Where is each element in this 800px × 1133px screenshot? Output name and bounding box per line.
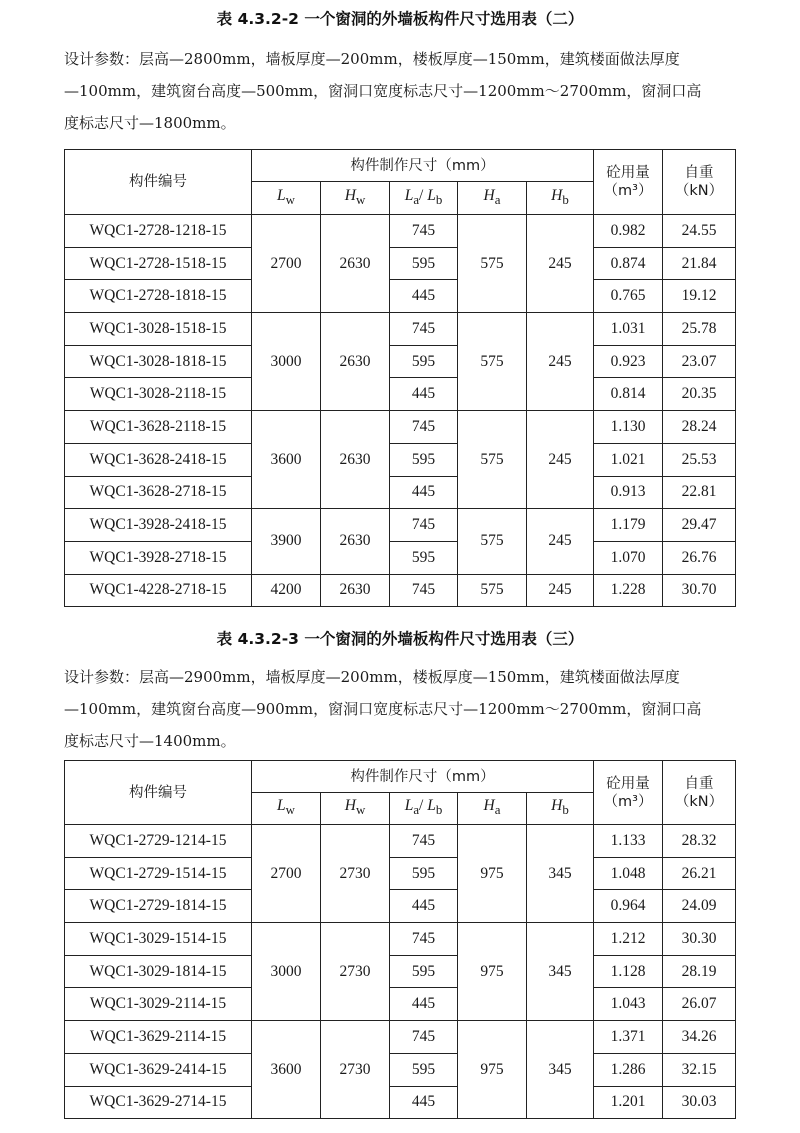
ha-cell: 575 — [458, 411, 527, 509]
param-line: —100mm，建筑窗台高度—500mm，窗洞口宽度标志尺寸—1200mm～2700mm，窗洞口高 — [64, 82, 702, 100]
table-row — [65, 1053, 736, 1086]
header-hw: $H_w$ — [321, 182, 390, 215]
weight-cell: 34.26 — [663, 1021, 736, 1054]
weight-cell: 22.81 — [663, 476, 736, 509]
weight-cell: 25.53 — [663, 443, 736, 476]
table-title: 表 4.3.2-3 一个窗洞的外墙板构件尺寸选用表（三） — [216, 630, 584, 648]
component-code: WQC1-3928-2718-15 — [65, 541, 252, 574]
lw-cell: 2700 — [252, 825, 321, 923]
la-lb-cell: 595 — [390, 345, 458, 378]
header-size-group: 构件制作尺寸（mm） — [252, 150, 594, 182]
hb-cell: 345 — [527, 825, 594, 923]
ha-cell: 575 — [458, 574, 527, 607]
weight-cell: 21.84 — [663, 247, 736, 280]
weight-cell: 28.32 — [663, 825, 736, 858]
weight-cell: 26.07 — [663, 988, 736, 1021]
hb-cell: 245 — [527, 411, 594, 509]
hb-cell: 345 — [527, 1021, 594, 1119]
header-hb: $H_b$ — [527, 793, 594, 825]
la-lb-cell: 745 — [390, 313, 458, 346]
volume-cell: 0.765 — [594, 280, 663, 313]
header-code: 构件编号 — [65, 761, 252, 825]
volume-cell: 1.021 — [594, 443, 663, 476]
table-row — [65, 247, 736, 280]
la-lb-cell: 445 — [390, 476, 458, 509]
hw-cell: 2730 — [321, 1021, 390, 1119]
table-row — [65, 476, 736, 509]
header-volume — [594, 150, 663, 215]
volume-cell: 1.048 — [594, 857, 663, 890]
table-header — [65, 761, 736, 825]
ha-cell: 575 — [458, 313, 527, 411]
table-row — [65, 988, 736, 1021]
hw-cell: 2630 — [321, 411, 390, 509]
la-lb-cell: 445 — [390, 280, 458, 313]
volume-unit: （m³） — [603, 183, 653, 199]
la-lb-cell: 745 — [390, 509, 458, 542]
header-hw: $H_w$ — [321, 793, 390, 825]
table-row — [65, 509, 736, 542]
weight-label: 自重 — [684, 165, 714, 181]
component-code: WQC1-3629-2414-15 — [65, 1053, 252, 1086]
volume-cell: 1.128 — [594, 955, 663, 988]
volume-cell: 1.212 — [594, 923, 663, 956]
la-lb-cell: 595 — [390, 247, 458, 280]
volume-cell: 1.031 — [594, 313, 663, 346]
weight-cell: 19.12 — [663, 280, 736, 313]
weight-cell: 30.70 — [663, 574, 736, 607]
hb-cell: 245 — [527, 215, 594, 313]
weight-cell: 23.07 — [663, 345, 736, 378]
param-line: 设计参数：层高—2900mm，墙板厚度—200mm，楼板厚度—150mm，建筑楼面做法厚度 — [64, 668, 680, 686]
la-lb-cell: 745 — [390, 825, 458, 858]
design-parameters — [64, 661, 746, 757]
volume-label: 砼用量 — [606, 165, 650, 181]
component-code: WQC1-3028-1818-15 — [65, 345, 252, 378]
header-hb: $H_b$ — [527, 182, 594, 215]
volume-cell: 1.228 — [594, 574, 663, 607]
hb-cell: 345 — [527, 923, 594, 1021]
volume-cell: 1.201 — [594, 1086, 663, 1119]
component-code: WQC1-3628-2118-15 — [65, 411, 252, 444]
header-weight — [663, 150, 736, 215]
weight-cell: 30.03 — [663, 1086, 736, 1119]
volume-cell: 0.982 — [594, 215, 663, 248]
table-row — [65, 280, 736, 313]
component-code: WQC1-3028-1518-15 — [65, 313, 252, 346]
weight-cell: 30.30 — [663, 923, 736, 956]
header-volume — [594, 761, 663, 825]
volume-cell: 0.874 — [594, 247, 663, 280]
hb-cell: 245 — [527, 574, 594, 607]
spec-table — [64, 149, 736, 607]
component-code: WQC1-3629-2714-15 — [65, 1086, 252, 1119]
ha-cell: 575 — [458, 215, 527, 313]
hw-cell: 2730 — [321, 825, 390, 923]
header-ha: $H_a$ — [458, 182, 527, 215]
ha-cell: 575 — [458, 509, 527, 574]
table-row — [65, 1021, 736, 1054]
volume-cell: 1.043 — [594, 988, 663, 1021]
table-row — [65, 215, 736, 248]
hw-cell: 2630 — [321, 509, 390, 574]
table-header — [65, 150, 736, 215]
la-lb-cell: 595 — [390, 1053, 458, 1086]
weight-label: 自重 — [684, 775, 714, 792]
weight-cell: 28.19 — [663, 955, 736, 988]
la-lb-cell: 745 — [390, 574, 458, 607]
table-row — [65, 1086, 736, 1119]
table-row — [65, 574, 736, 607]
component-code: WQC1-2728-1218-15 — [65, 215, 252, 248]
la-lb-cell: 595 — [390, 443, 458, 476]
table-row — [65, 923, 736, 956]
la-lb-cell: 595 — [390, 955, 458, 988]
weight-cell: 24.55 — [663, 215, 736, 248]
table-row — [65, 313, 736, 346]
ha-cell: 975 — [458, 1021, 527, 1119]
la-lb-cell: 745 — [390, 215, 458, 248]
table-row — [65, 890, 736, 923]
lw-cell: 2700 — [252, 215, 321, 313]
hw-cell: 2630 — [321, 313, 390, 411]
lw-cell: 3000 — [252, 923, 321, 1021]
table-row — [65, 443, 736, 476]
weight-cell: 29.47 — [663, 509, 736, 542]
ha-cell: 975 — [458, 825, 527, 923]
component-code: WQC1-3029-1514-15 — [65, 923, 252, 956]
design-parameters — [64, 43, 746, 139]
volume-cell: 0.923 — [594, 345, 663, 378]
weight-cell: 26.76 — [663, 541, 736, 574]
param-line: —100mm，建筑窗台高度—900mm，窗洞口宽度标志尺寸—1200mm～2700mm，窗洞口高 — [64, 700, 702, 718]
hw-cell: 2730 — [321, 923, 390, 1021]
weight-cell: 20.35 — [663, 378, 736, 411]
table-row — [65, 541, 736, 574]
volume-label: 砼用量 — [606, 775, 650, 792]
table-row — [65, 857, 736, 890]
hb-cell: 245 — [527, 509, 594, 574]
component-code: WQC1-2729-1814-15 — [65, 890, 252, 923]
lw-cell: 4200 — [252, 574, 321, 607]
la-lb-cell: 595 — [390, 541, 458, 574]
param-line: 设计参数：层高—2800mm，墙板厚度—200mm，楼板厚度—150mm，建筑楼面做法厚度 — [64, 50, 680, 68]
la-lb-cell: 745 — [390, 1021, 458, 1054]
table-row — [65, 345, 736, 378]
header-size-group: 构件制作尺寸（mm） — [252, 761, 594, 793]
hw-cell: 2630 — [321, 215, 390, 313]
table-body — [65, 215, 736, 607]
component-code: WQC1-3628-2418-15 — [65, 443, 252, 476]
table-row — [65, 955, 736, 988]
header-lw: $L_w$ — [252, 793, 321, 825]
component-code: WQC1-2728-1518-15 — [65, 247, 252, 280]
param-line: 度标志尺寸—1400mm。 — [64, 732, 236, 750]
table-row — [65, 825, 736, 858]
volume-cell: 1.286 — [594, 1053, 663, 1086]
component-code: WQC1-2728-1818-15 — [65, 280, 252, 313]
weight-cell: 24.09 — [663, 890, 736, 923]
la-lb-cell: 745 — [390, 411, 458, 444]
volume-cell: 1.179 — [594, 509, 663, 542]
hw-cell: 2630 — [321, 574, 390, 607]
la-lb-cell: 445 — [390, 890, 458, 923]
header-ha: $H_a$ — [458, 793, 527, 825]
weight-cell: 32.15 — [663, 1053, 736, 1086]
volume-cell: 0.814 — [594, 378, 663, 411]
volume-cell: 0.913 — [594, 476, 663, 509]
weight-unit: （kN） — [674, 793, 724, 810]
volume-unit: （m³） — [603, 793, 653, 810]
param-line: 度标志尺寸—1800mm。 — [64, 114, 236, 132]
header-code: 构件编号 — [65, 150, 252, 215]
header-la-lb: $L_a/$ $L_b$ — [390, 793, 458, 825]
header-lw: $L_w$ — [252, 182, 321, 215]
lw-cell: 3600 — [252, 411, 321, 509]
la-lb-cell: 445 — [390, 378, 458, 411]
table-body — [65, 825, 736, 1119]
component-code: WQC1-3029-2114-15 — [65, 988, 252, 1021]
volume-cell: 1.130 — [594, 411, 663, 444]
hb-cell: 245 — [527, 313, 594, 411]
table-title: 表 4.3.2-2 一个窗洞的外墙板构件尺寸选用表（二） — [216, 10, 584, 28]
volume-cell: 0.964 — [594, 890, 663, 923]
la-lb-cell: 445 — [390, 1086, 458, 1119]
weight-cell: 25.78 — [663, 313, 736, 346]
la-lb-cell: 445 — [390, 988, 458, 1021]
lw-cell: 3600 — [252, 1021, 321, 1119]
header-weight — [663, 761, 736, 825]
weight-cell: 28.24 — [663, 411, 736, 444]
component-code: WQC1-3629-2114-15 — [65, 1021, 252, 1054]
header-la-lb: $L_a/$ $L_b$ — [390, 182, 458, 215]
component-code: WQC1-4228-2718-15 — [65, 574, 252, 607]
weight-cell: 26.21 — [663, 857, 736, 890]
component-code: WQC1-2729-1214-15 — [65, 825, 252, 858]
lw-cell: 3900 — [252, 509, 321, 574]
volume-cell: 1.133 — [594, 825, 663, 858]
la-lb-cell: 745 — [390, 923, 458, 956]
component-code: WQC1-3628-2718-15 — [65, 476, 252, 509]
spec-table — [64, 760, 736, 1119]
volume-cell: 1.070 — [594, 541, 663, 574]
table-row — [65, 411, 736, 444]
la-lb-cell: 595 — [390, 857, 458, 890]
ha-cell: 975 — [458, 923, 527, 1021]
volume-cell: 1.371 — [594, 1021, 663, 1054]
component-code: WQC1-3028-2118-15 — [65, 378, 252, 411]
weight-unit: （kN） — [674, 183, 724, 199]
table-row — [65, 378, 736, 411]
component-code: WQC1-3029-1814-15 — [65, 955, 252, 988]
component-code: WQC1-3928-2418-15 — [65, 509, 252, 542]
component-code: WQC1-2729-1514-15 — [65, 857, 252, 890]
lw-cell: 3000 — [252, 313, 321, 411]
